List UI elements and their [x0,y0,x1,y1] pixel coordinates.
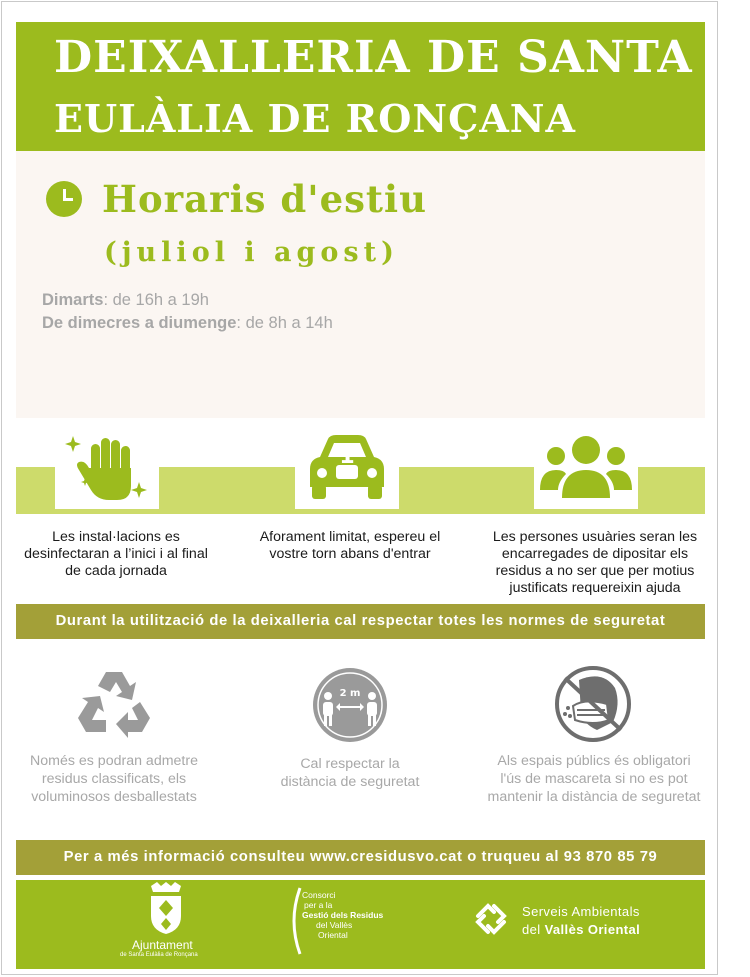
text-span: Vallès Oriental [544,922,641,937]
serveis-line-1: Serveis Ambientals [522,904,640,919]
text-line: Cal respectar la [300,756,400,772]
distance-badge: 2 m [339,688,361,699]
people-group-icon [534,425,638,509]
text-line: de cada jornada [65,563,167,579]
consorci-logo-text [302,890,383,940]
schedule-panel [16,151,705,418]
svg-text:1: 1 [339,444,355,469]
safety-banner: Durant la utilització de la deixalleria cal respectar totes les normes de seguretat [16,604,705,639]
text-line: voluminosos desballestats [31,789,197,805]
info-banner: Per a més informació consulteu www.cresidusvo.cat o truqueu al 93 870 85 79 [16,840,705,875]
schedule-hours: : de 16h a 19h [103,291,209,309]
title-banner [16,22,705,151]
measure-capacity-text [245,529,455,563]
measure-disinfection-text [10,529,222,580]
text-line: encarregades de dipositar els [501,546,689,562]
schedule-hours: : de 8h a 14h [236,314,333,332]
distance-2m-icon [311,666,389,744]
ajuntament-sublabel: de Santa Eulàlia de Ronçana [120,952,198,958]
rule-distance-text [250,755,450,791]
face-mask-icon [553,664,633,744]
footer-logos [16,880,705,969]
text-line: desinfectaran a l’inici i al final [24,546,208,562]
text-line: Als espais públics és obligatori [497,753,691,769]
schedule-row [42,314,333,333]
text-line: distància de seguretat [280,774,420,790]
text-line: mantenir la distància de seguretat [487,789,701,805]
text-line: Aforament limitat, espereu el [259,529,441,545]
text-line: residus classificats, els [41,771,187,787]
ajuntament-crest-icon [143,882,189,934]
rule-recycling-text [14,752,214,806]
title-line-2: EULÀLIA DE RONÇANA [54,96,577,141]
text-line: justificats requereixin ajuda [509,580,681,596]
recycle-icon [74,666,154,740]
schedule-row [42,291,209,310]
serveis-ambientals-logo-icon [474,902,508,936]
schedule-subtitle: (juliol i agost) [104,237,399,268]
text-line: Les instal·lacions es [52,529,180,545]
text-line: del Vallès [316,920,353,930]
measure-users-text [480,529,710,597]
text-line: residus a no ser que per motius [495,563,695,579]
schedule-day: Dimarts [42,291,104,309]
text-line: per a la [304,900,333,910]
disinfect-hand-icon [55,425,159,509]
schedule-day: De dimecres a diumenge [42,314,237,332]
rule-mask-text [472,752,716,806]
car-queue-icon [295,425,399,509]
ajuntament-label: Ajuntament [132,938,193,952]
text-line: l'ús de mascareta si no es pot [500,771,688,787]
text-span: del [522,922,545,937]
text-line: Les persones usuàries seran les [492,529,698,545]
title-line-1: DEIXALLERIA DE SANTA [54,32,693,83]
consorci-bracket-icon [286,886,302,956]
serveis-line-2 [522,922,640,937]
clock-icon [46,181,82,217]
text-line: vostre torn abans d'entrar [269,546,431,562]
text-line: Gestió dels Residus [302,910,384,920]
schedule-title: Horaris d'estiu [102,177,427,221]
text-line: Només es podran admetre [30,753,198,769]
text-line: Consorci [302,890,336,900]
text-line: Oriental [318,930,348,940]
